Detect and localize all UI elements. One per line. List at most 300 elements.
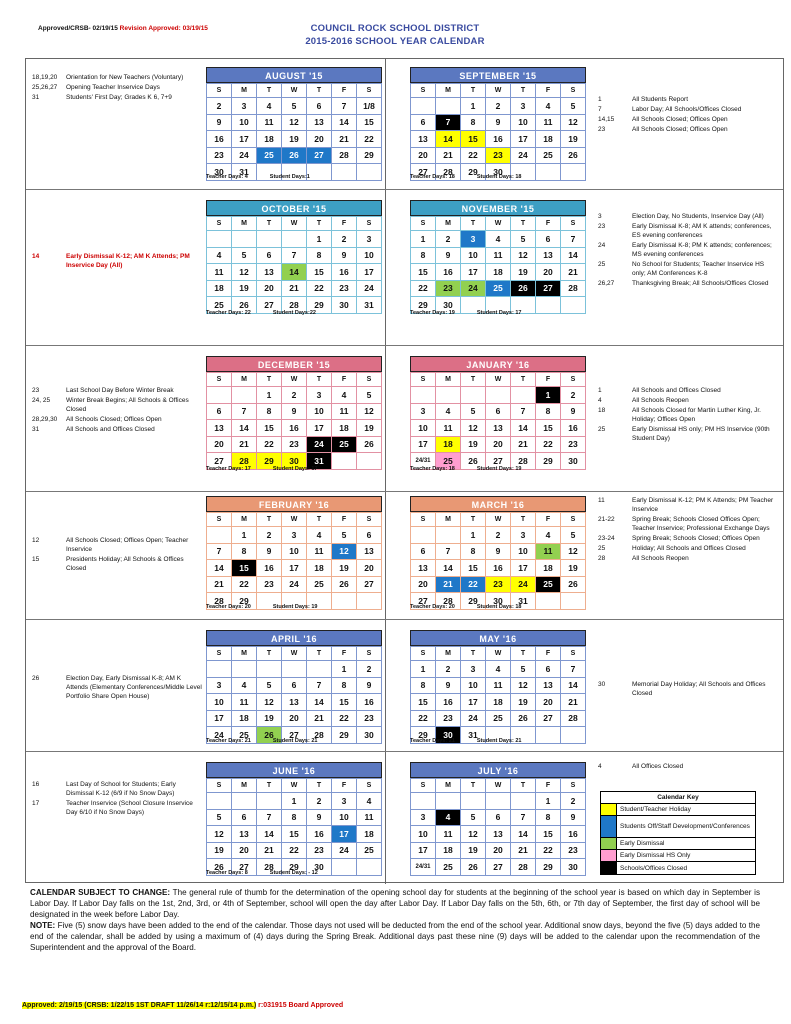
day-cell: 1 <box>411 661 436 678</box>
day-cell <box>357 164 382 181</box>
day-cell: 4 <box>207 247 232 264</box>
day-cell <box>307 661 332 678</box>
day-cell: 16 <box>307 826 332 843</box>
day-cell: 2 <box>357 661 382 678</box>
event-date: 21-22 <box>598 516 615 523</box>
day-cell: 3 <box>411 809 436 826</box>
day-cell: 12 <box>511 247 536 264</box>
event-date: 11 <box>598 497 605 504</box>
day-cell: 30 <box>332 297 357 314</box>
day-cell: 2 <box>486 98 511 115</box>
day-cell: 12 <box>357 403 382 420</box>
day-cell: 9 <box>436 247 461 264</box>
events-mar <box>598 496 780 564</box>
events-apr <box>32 674 202 702</box>
day-cell: 22 <box>257 436 282 453</box>
day-cell: 4 <box>486 661 511 678</box>
day-cell: 18 <box>207 280 232 297</box>
day-cell: 9 <box>561 403 586 420</box>
day-cell <box>232 661 257 678</box>
day-cell: 4 <box>332 387 357 404</box>
day-cell: 10 <box>411 420 436 437</box>
day-cell: 21 <box>257 842 282 859</box>
month-grid <box>206 83 382 181</box>
day-cell: 5 <box>461 809 486 826</box>
key-item: Students Off/Staff Development/Conferences <box>601 816 755 838</box>
day-cell: 7 <box>561 231 586 248</box>
month-title: DECEMBER '15 <box>206 356 382 372</box>
footer-approved: Approved: 2/19/15 (CRSB: 1/22/15 1ST DRAFT 11/26/14 r:12/15/14 p.m.) <box>22 1002 257 1009</box>
day-cell: 14 <box>511 826 536 843</box>
day-cell: 2 <box>436 661 461 678</box>
day-cell: 13 <box>357 543 382 560</box>
weekday-label: W <box>282 84 307 98</box>
day-cell: 6 <box>357 527 382 544</box>
day-cell <box>207 231 232 248</box>
events-nov <box>598 212 778 289</box>
day-cell: 11 <box>536 114 561 131</box>
note-heading: NOTE: <box>30 921 56 930</box>
event-item <box>32 536 202 554</box>
revision-date: Revision Approved: 03/19/15 <box>119 25 208 32</box>
day-cell: 22 <box>536 842 561 859</box>
day-cell: 9 <box>207 114 232 131</box>
event-date: 7 <box>598 106 602 113</box>
key-swatch <box>601 804 617 815</box>
day-cell: 18 <box>357 826 382 843</box>
event-text: Students' First Day; Grades K 6, 7+9 <box>66 94 172 101</box>
day-cell: 20 <box>357 560 382 577</box>
day-cell: 1 <box>461 98 486 115</box>
weekday-label: T <box>257 779 282 793</box>
month-jun <box>206 762 382 876</box>
event-date: 31 <box>32 426 40 433</box>
weekday-label: M <box>232 513 257 527</box>
row-feb-mar <box>26 492 783 620</box>
day-cell: 6 <box>411 543 436 560</box>
weekday-label: S <box>357 373 382 387</box>
month-nov <box>410 200 586 314</box>
event-item <box>32 425 202 434</box>
day-cell: 19 <box>461 436 486 453</box>
day-cell: 23 <box>332 280 357 297</box>
event-text: Winter Break Begins; All Schools & Offices Closed <box>66 397 189 413</box>
day-cell: 24 <box>207 727 232 744</box>
weekday-label: T <box>257 217 282 231</box>
day-cell <box>332 164 357 181</box>
key-item: Schools/Offices Closed <box>601 862 755 874</box>
event-item <box>32 674 202 701</box>
day-cell: 23 <box>257 576 282 593</box>
day-cell: 11 <box>536 543 561 560</box>
day-cell: 13 <box>207 420 232 437</box>
day-cell: 20 <box>207 436 232 453</box>
day-cell: 17 <box>411 842 436 859</box>
day-cell: 18 <box>332 420 357 437</box>
weekday-label: W <box>486 647 511 661</box>
day-cell <box>207 527 232 544</box>
day-cell <box>282 231 307 248</box>
day-cell: 15 <box>257 420 282 437</box>
weekday-label: S <box>561 779 586 793</box>
day-cell: 24 <box>232 147 257 164</box>
day-cell: 9 <box>561 809 586 826</box>
day-cell: 5 <box>332 527 357 544</box>
weekday-label: S <box>411 779 436 793</box>
day-cell: 23 <box>282 436 307 453</box>
day-cell: 28 <box>282 297 307 314</box>
day-cell: 16 <box>436 694 461 711</box>
day-cell: 22 <box>411 280 436 297</box>
weekday-label: S <box>411 84 436 98</box>
event-date: 23 <box>598 223 606 230</box>
weekday-label: T <box>307 647 332 661</box>
calendar-key <box>600 791 756 875</box>
approved-date: Approved/CRSB- 02/19/15 <box>38 25 118 32</box>
weekday-label: T <box>511 779 536 793</box>
weekday-label: S <box>357 647 382 661</box>
day-cell: 17 <box>232 131 257 148</box>
day-cell: 3 <box>511 98 536 115</box>
day-cell <box>436 387 461 404</box>
day-cell: 18 <box>307 560 332 577</box>
weekday-label: W <box>282 647 307 661</box>
weekday-label: W <box>282 373 307 387</box>
weekday-label: T <box>511 373 536 387</box>
month-title: NOVEMBER '15 <box>410 200 586 216</box>
event-text: All Schools and Offices Closed <box>632 387 721 394</box>
event-item <box>598 406 778 424</box>
day-cell: 11 <box>332 403 357 420</box>
day-cell: 20 <box>536 694 561 711</box>
event-item <box>598 544 780 553</box>
day-cell: 30 <box>436 727 461 744</box>
event-item <box>598 425 778 443</box>
day-cell: 1 <box>411 231 436 248</box>
row-apr-may <box>26 620 783 752</box>
day-cell: 10 <box>232 114 257 131</box>
weekday-label: W <box>486 373 511 387</box>
weekday-label: S <box>207 84 232 98</box>
event-item <box>598 95 776 104</box>
day-cell: 25 <box>207 297 232 314</box>
day-cell: 15 <box>307 264 332 281</box>
weekday-label: T <box>307 373 332 387</box>
day-cell <box>257 231 282 248</box>
day-cell: 14 <box>332 114 357 131</box>
district-name: COUNCIL ROCK SCHOOL DISTRICT <box>310 23 480 34</box>
event-item <box>598 279 778 288</box>
day-cell: 15 <box>461 560 486 577</box>
day-cell: 25 <box>486 710 511 727</box>
day-cell: 5 <box>511 661 536 678</box>
day-cell: 13 <box>257 264 282 281</box>
day-cell: 3 <box>307 387 332 404</box>
day-cell: 16 <box>207 131 232 148</box>
day-cell: 16 <box>257 560 282 577</box>
event-item <box>32 386 202 395</box>
events-jul <box>598 762 778 772</box>
page-title <box>270 22 520 48</box>
day-cell: 16 <box>561 420 586 437</box>
day-cell: 19 <box>561 560 586 577</box>
month-dec <box>206 356 382 470</box>
day-cell <box>536 727 561 744</box>
day-cell: 5 <box>561 98 586 115</box>
day-cell <box>232 793 257 810</box>
day-cell: 18 <box>232 710 257 727</box>
day-cell: 25 <box>257 147 282 164</box>
day-cell: 4 <box>486 231 511 248</box>
day-cell: 12 <box>561 543 586 560</box>
day-cell: 8 <box>461 543 486 560</box>
event-text: Teacher Inservice (School Closure Inservice Day 6/10 if No Snow Days) <box>66 800 193 816</box>
day-cell: 1 <box>461 527 486 544</box>
day-cell: 18 <box>486 264 511 281</box>
event-text: All Schools and Offices Closed <box>66 426 155 433</box>
day-cell: 11 <box>257 114 282 131</box>
day-cell: 9 <box>486 114 511 131</box>
event-item <box>598 515 780 533</box>
month-oct <box>206 200 382 314</box>
weekday-label: S <box>411 513 436 527</box>
day-cell: 18 <box>436 436 461 453</box>
day-cell: 26 <box>357 436 382 453</box>
day-cell: 24 <box>282 576 307 593</box>
day-cell <box>411 98 436 115</box>
day-cell: 3 <box>357 231 382 248</box>
day-cell: 15 <box>536 420 561 437</box>
day-cell: 25 <box>536 147 561 164</box>
month-title: FEBRUARY '16 <box>206 496 382 512</box>
event-item <box>598 496 780 514</box>
day-cell: 27 <box>411 593 436 610</box>
day-cell: 26 <box>511 710 536 727</box>
day-counts-jan: Teacher Days: 18 Student Days: 19 <box>410 466 522 472</box>
weekday-label: S <box>207 647 232 661</box>
event-item <box>32 415 202 424</box>
weekday-label: T <box>307 217 332 231</box>
event-item <box>598 125 776 134</box>
event-date: 14 <box>32 253 40 260</box>
day-cell: 29 <box>282 859 307 876</box>
key-swatch <box>601 816 617 837</box>
weekday-label: T <box>461 647 486 661</box>
day-cell: 14 <box>561 247 586 264</box>
day-cell: 3 <box>411 403 436 420</box>
day-cell: 11 <box>486 677 511 694</box>
day-cell: 20 <box>282 710 307 727</box>
day-cell <box>436 98 461 115</box>
day-cell: 15 <box>332 694 357 711</box>
approval-line <box>38 25 208 32</box>
weekday-label: S <box>561 513 586 527</box>
event-text: Memorial Day Holiday; All Schools and Offices Closed <box>632 681 766 697</box>
day-cell: 18 <box>536 560 561 577</box>
day-cell: 2 <box>282 387 307 404</box>
day-cell: 21 <box>561 264 586 281</box>
event-item <box>598 212 778 221</box>
day-cell <box>357 453 382 470</box>
month-grid <box>410 372 586 470</box>
event-date: 23 <box>598 126 606 133</box>
events-aug <box>32 73 202 103</box>
day-cell: 26 <box>511 280 536 297</box>
month-title: MARCH '16 <box>410 496 586 512</box>
day-cell: 12 <box>511 677 536 694</box>
key-swatch <box>601 838 617 849</box>
day-cell: 9 <box>332 247 357 264</box>
event-text: All Students Report <box>632 96 689 103</box>
day-cell: 7 <box>282 247 307 264</box>
day-cell: 10 <box>461 677 486 694</box>
day-cell: 26 <box>332 576 357 593</box>
day-cell: 23 <box>357 710 382 727</box>
day-cell: 12 <box>257 694 282 711</box>
day-cell <box>207 387 232 404</box>
event-date: 24 <box>598 242 606 249</box>
day-cell: 20 <box>486 842 511 859</box>
day-cell: 28 <box>561 280 586 297</box>
month-title: MAY '16 <box>410 630 586 646</box>
day-cell: 11 <box>232 694 257 711</box>
event-item <box>32 799 202 817</box>
day-cell: 24/31 <box>411 859 436 876</box>
day-cell: 31 <box>307 453 332 470</box>
day-cell: 15 <box>461 131 486 148</box>
note-text: Five (5) snow days have been added to the end of the calendar. Those days not used will be deducted from the end of the school year. Additional snow days, beyond the five (5) days added to the end of the calendar, shall be added by using a maximum of (4) days during the Spring Break. Additional days past these nine (9) days will be added to the calendar upon the recommendation of the Superintendent and the approval of the Board. <box>30 921 761 952</box>
weekday-label: F <box>536 217 561 231</box>
weekday-label: M <box>436 84 461 98</box>
day-cell: 2 <box>436 231 461 248</box>
day-cell: 29 <box>357 147 382 164</box>
month-title: JUNE '16 <box>206 762 382 778</box>
day-cell: 15 <box>411 264 436 281</box>
month-title: SEPTEMBER '15 <box>410 67 586 83</box>
day-cell: 14 <box>511 420 536 437</box>
weekday-label: W <box>282 513 307 527</box>
day-cell: 24 <box>511 147 536 164</box>
day-cell <box>486 793 511 810</box>
day-cell: 29 <box>461 593 486 610</box>
day-cell: 2 <box>307 793 332 810</box>
day-cell: 25 <box>536 576 561 593</box>
event-date: 23-24 <box>598 535 615 542</box>
day-cell: 20 <box>536 264 561 281</box>
calendar-key-title: Calendar Key <box>601 792 755 804</box>
event-item <box>598 396 778 405</box>
month-mar <box>410 496 586 610</box>
day-cell <box>461 387 486 404</box>
weekday-label: F <box>332 779 357 793</box>
day-cell: 13 <box>307 114 332 131</box>
day-cell: 27 <box>232 859 257 876</box>
month-grid <box>206 372 382 470</box>
weekday-label: F <box>536 84 561 98</box>
day-cell: 28 <box>511 859 536 876</box>
day-cell: 26 <box>461 859 486 876</box>
day-cell: 23 <box>486 147 511 164</box>
day-cell: 24 <box>307 436 332 453</box>
day-cell: 12 <box>461 420 486 437</box>
day-cell: 1 <box>257 387 282 404</box>
day-cell: 29 <box>257 453 282 470</box>
day-cell: 11 <box>436 826 461 843</box>
key-item: Early Dismissal <box>601 838 755 850</box>
day-cell: 11 <box>307 543 332 560</box>
day-cell: 14 <box>307 694 332 711</box>
day-cell: 3 <box>461 231 486 248</box>
day-cell: 18 <box>436 842 461 859</box>
day-cell: 22 <box>332 710 357 727</box>
weekday-label: M <box>232 779 257 793</box>
weekday-label: F <box>332 217 357 231</box>
event-date: 17 <box>32 800 40 807</box>
weekday-label: F <box>536 779 561 793</box>
footer-approval <box>22 1002 343 1009</box>
day-cell <box>436 793 461 810</box>
day-cell: 7 <box>511 809 536 826</box>
weekday-label: W <box>486 779 511 793</box>
event-date: 26,27 <box>598 280 615 287</box>
day-counts-apr: Teacher Days: 21 Student Days: 21 <box>206 738 318 744</box>
key-swatch <box>601 850 617 861</box>
day-cell: 27 <box>536 280 561 297</box>
day-cell: 30 <box>436 297 461 314</box>
day-cell: 6 <box>411 114 436 131</box>
event-text: Labor Day; All Schools/Offices Closed <box>632 106 742 113</box>
day-cell: 11 <box>436 420 461 437</box>
day-cell: 19 <box>282 131 307 148</box>
day-cell: 13 <box>411 131 436 148</box>
day-counts-sep: Teacher Days: 18 Student Days: 18 <box>410 174 522 180</box>
event-text: All Schools Closed; Offices Open; Teacher Inservice <box>66 537 189 553</box>
event-text: Early Dismissal K-12; AM K Attends; PM Inservice Day (All) <box>66 253 190 269</box>
row-dec-jan <box>26 346 783 492</box>
event-item <box>598 386 778 395</box>
weekday-label: W <box>282 779 307 793</box>
day-cell <box>411 793 436 810</box>
weekday-label: T <box>307 779 332 793</box>
weekday-label: S <box>357 217 382 231</box>
day-cell: 26 <box>461 453 486 470</box>
day-cell: 26 <box>232 297 257 314</box>
event-text: No School for Students; Teacher Inservice HS only; AM Conferences K-8 <box>632 261 765 277</box>
day-cell: 15 <box>282 826 307 843</box>
day-cell: 23 <box>307 842 332 859</box>
day-cell: 18 <box>486 694 511 711</box>
event-item <box>32 73 202 82</box>
event-item <box>598 680 778 698</box>
weekday-label: T <box>257 647 282 661</box>
key-swatch <box>601 862 617 874</box>
day-cell: 21 <box>436 147 461 164</box>
day-cell <box>257 793 282 810</box>
day-cell: 29 <box>411 297 436 314</box>
event-item <box>32 93 202 102</box>
event-text: Opening Teacher Inservice Days <box>66 84 160 91</box>
weekday-label: W <box>486 84 511 98</box>
event-date: 3 <box>598 213 602 220</box>
day-cell: 22 <box>411 710 436 727</box>
day-cell: 30 <box>207 164 232 181</box>
weekday-label: T <box>257 84 282 98</box>
day-cell: 16 <box>486 560 511 577</box>
day-cell: 26 <box>207 859 232 876</box>
day-cell: 4 <box>436 403 461 420</box>
day-cell: 6 <box>307 98 332 115</box>
event-text: Orientation for New Teachers (Voluntary) <box>66 74 184 81</box>
